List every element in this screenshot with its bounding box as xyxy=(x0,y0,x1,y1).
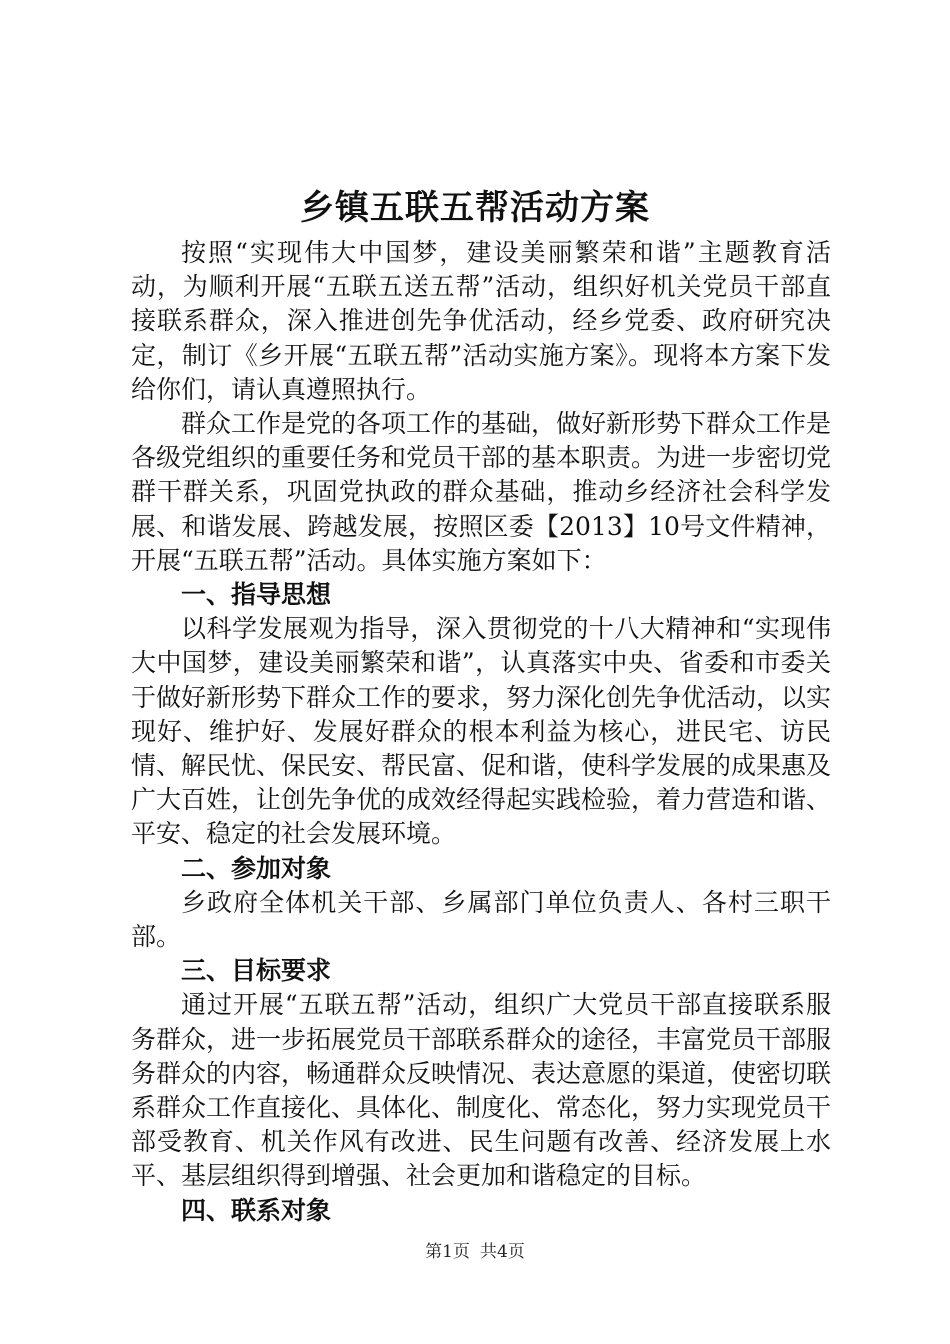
paragraph-goals: 通过开展“五联五帮”活动，组织广大党员干部直接联系服务群众，进一步拓展党员干部联系群众的途径，丰富党员干部服务群众的内容，畅通群众反映情况、表达意愿的渠道，使密切联系群众工作直接化、具体化、制度化、常态化，努力实现党员干部受教育、机关作风有改进、民生问题有改善、经济发展上水平、基层组织得到增强、社会更加和谐稳定的目标。 xyxy=(131,990,832,1191)
page-total: 共4页 xyxy=(480,1242,525,1262)
section-heading-goals: 三、目标要求 xyxy=(181,956,332,986)
page-number: 第1页 xyxy=(425,1242,470,1262)
document-body xyxy=(131,236,831,1228)
paragraph-intro: 按照“实现伟大中国梦，建设美丽繁荣和谐”主题教育活动，为顺利开展“五联五送五帮”活动，组织好机关党员干部直接联系群众，深入推进创先争优活动，经乡党委、政府研究决定，制订《乡开展“五联五帮”活动实施方案》。现将本方案下发给你们，请认真遵照执行。 xyxy=(131,238,831,404)
paragraph-background: 群众工作是党的各项工作的基础，做好新形势下群众工作是各级党组织的重要任务和党员干部的基本职责。为进一步密切党群干群关系，巩固党执政的群众基础，推动乡经济社会科学发展、和谐发展、跨越发展，按照区委【2013】10号文件精神，开展“五联五帮”活动。具体实施方案如下： xyxy=(131,409,832,575)
document-title: 乡镇五联五帮活动方案 xyxy=(300,188,650,228)
section-heading-guiding-ideology: 一、指导思想 xyxy=(181,580,332,610)
page-footer xyxy=(0,1240,950,1264)
section-heading-participants: 二、参加对象 xyxy=(181,853,332,883)
paragraph-participants: 乡政府全体机关干部、乡属部门单位负责人、各村三职干部。 xyxy=(131,887,831,952)
paragraph-guiding-ideology: 以科学发展观为指导，深入贯彻党的十八大精神和“实现伟大中国梦，建设美丽繁荣和谐”，认真落实中央、省委和市委关于做好新形势下群众工作的要求，努力深化创先争优活动，以实现好、维护好、发展好群众的根本利益为核心，进民宅、访民情、解民忧、保民安、帮民富、促和谐，使科学发展的成果惠及广大百姓，让创先争优的成效经得起实践检验，着力营造和谐、平安、稳定的社会发展环境。 xyxy=(131,614,832,849)
section-heading-contact-targets: 四、联系对象 xyxy=(181,1195,332,1225)
